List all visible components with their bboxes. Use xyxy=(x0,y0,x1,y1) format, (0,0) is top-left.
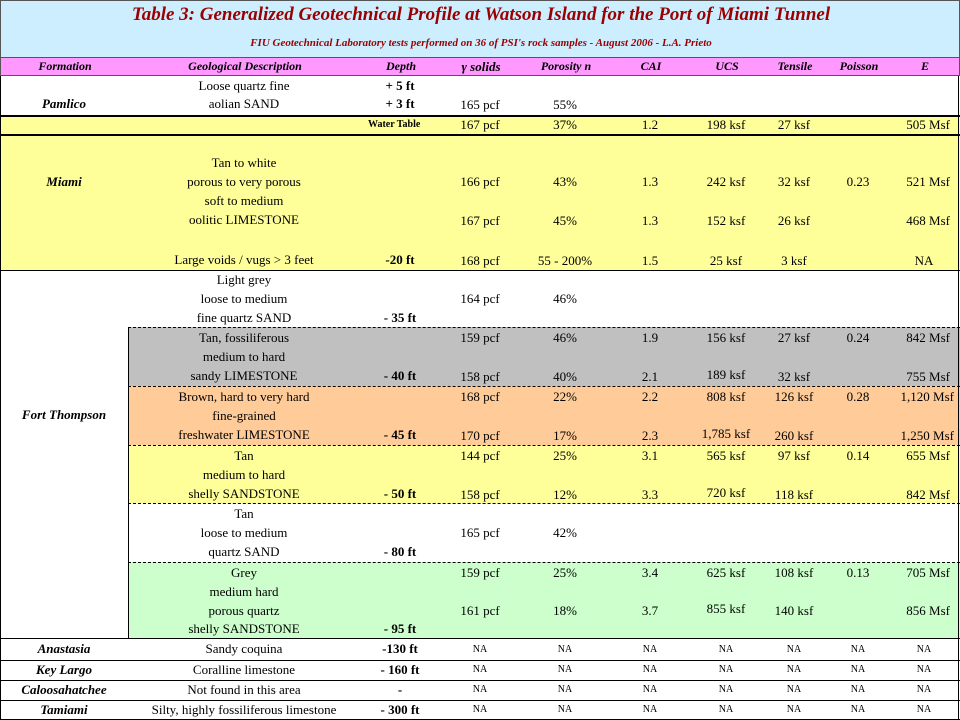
depth-cell: - 50 ft xyxy=(383,486,417,501)
gamma-cell: 159 pcf xyxy=(460,565,500,580)
desc-line: loose to medium xyxy=(200,291,288,306)
gamma-cell: 164 pcf xyxy=(460,291,500,306)
gamma-cell: 158 pcf xyxy=(460,487,500,502)
porosity-cell: 17% xyxy=(553,428,577,443)
col-depth: Depth xyxy=(386,59,416,73)
e-cell: 755 Msf xyxy=(906,369,950,384)
cai-cell: 3.4 xyxy=(641,565,659,580)
cai-cell: 1.3 xyxy=(641,174,659,189)
gamma-cell: 158 pcf xyxy=(460,369,500,384)
desc-line: Coralline limestone xyxy=(192,662,296,677)
na-cell: NA xyxy=(557,664,573,675)
depth-cell: - 45 ft xyxy=(383,427,417,442)
table-title: Table 3: Generalized Geotechnical Profile at Watson Island for the Port of Miami Tunnel xyxy=(131,4,831,25)
tensile-cell: 140 ksf xyxy=(774,603,814,618)
na-cell: NA xyxy=(557,644,573,655)
tensile-cell: 260 ksf xyxy=(774,428,814,443)
gamma-cell: 159 pcf xyxy=(460,330,500,345)
tensile-cell: 27 ksf xyxy=(777,330,811,345)
desc-line: medium to hard xyxy=(202,349,286,364)
na-cell: NA xyxy=(916,644,932,655)
col-poisson: Poisson xyxy=(839,59,879,73)
porosity-cell: 22% xyxy=(553,389,577,404)
na-cell: NA xyxy=(557,684,573,695)
desc-line: Tan xyxy=(234,448,254,463)
na-cell: NA xyxy=(642,704,658,715)
na-cell: NA xyxy=(786,664,802,675)
na-cell: NA xyxy=(786,704,802,715)
gamma-cell: 168 pcf xyxy=(460,389,500,404)
formation-miami: Miami xyxy=(46,174,82,189)
tensile-cell: 108 ksf xyxy=(774,565,814,580)
tensile-cell: 27 ksf xyxy=(777,117,811,132)
formation-fort-thompson: Fort Thompson xyxy=(21,407,107,422)
depth-cell: -20 ft xyxy=(385,252,415,267)
gamma-cell: 165 pcf xyxy=(460,97,500,112)
desc-line: freshwater LIMESTONE xyxy=(178,427,310,442)
col-geological-description: Geological Description xyxy=(188,59,302,73)
formation-key-largo: Key Largo xyxy=(36,662,92,677)
gamma-cell: 167 pcf xyxy=(460,213,500,228)
cai-cell: 3.7 xyxy=(641,603,659,618)
tensile-cell: 26 ksf xyxy=(777,213,811,228)
desc-line: shelly SANDSTONE xyxy=(188,621,300,636)
desc-line: Tan, fossiliferous xyxy=(198,330,290,345)
col-porosity: Porosity n xyxy=(540,59,592,73)
e-cell: 842 Msf xyxy=(906,487,950,502)
na-cell: NA xyxy=(472,684,488,695)
depth-cell: - 95 ft xyxy=(383,621,417,636)
cai-cell: 3.1 xyxy=(641,448,659,463)
e-cell: 705 Msf xyxy=(906,565,950,580)
e-cell: 842 Msf xyxy=(906,330,950,345)
na-cell: NA xyxy=(786,644,802,655)
tensile-cell: 126 ksf xyxy=(774,389,814,404)
gamma-cell: 167 pcf xyxy=(460,117,500,132)
na-cell: NA xyxy=(718,684,734,695)
desc-line: sandy LIMESTONE xyxy=(190,368,298,383)
na-cell: NA xyxy=(850,704,866,715)
tensile-cell: 32 ksf xyxy=(777,369,811,384)
depth-cell: - 35 ft xyxy=(383,310,417,325)
desc-line: Sandy coquina xyxy=(205,641,283,656)
e-cell: 655 Msf xyxy=(906,448,950,463)
desc-line: Brown, hard to very hard xyxy=(178,389,310,404)
tensile-cell: 97 ksf xyxy=(777,448,811,463)
desc-line: aolian SAND xyxy=(208,96,280,111)
na-cell: NA xyxy=(472,664,488,675)
desc-line: porous to very porous xyxy=(187,174,301,189)
depth-cell: -130 ft xyxy=(382,641,418,656)
porosity-cell: 40% xyxy=(553,369,577,384)
depth-cell: - xyxy=(397,682,403,697)
desc-line: shelly SANDSTONE xyxy=(188,486,300,501)
gamma-cell: 144 pcf xyxy=(460,448,500,463)
ucs-cell: 808 ksf xyxy=(706,389,746,404)
porosity-cell: 12% xyxy=(553,487,577,502)
porosity-cell: 46% xyxy=(553,291,577,306)
poisson-cell: 0.24 xyxy=(846,330,870,345)
cai-cell: 1.2 xyxy=(641,117,659,132)
ucs-cell: 1,785 ksf xyxy=(701,426,751,441)
desc-line: medium hard xyxy=(209,584,279,599)
na-cell: NA xyxy=(916,664,932,675)
na-cell: NA xyxy=(642,644,658,655)
na-cell: NA xyxy=(557,704,573,715)
porosity-cell: 37% xyxy=(553,117,577,132)
porosity-cell: 42% xyxy=(553,525,577,540)
depth-cell: - 160 ft xyxy=(380,662,420,677)
cai-cell: 1.5 xyxy=(641,253,659,268)
tensile-cell: 118 ksf xyxy=(774,487,814,502)
desc-line: Loose quartz fine xyxy=(198,78,290,93)
na-cell: NA xyxy=(472,704,488,715)
na-cell: NA xyxy=(642,664,658,675)
desc-line: Not found in this area xyxy=(187,682,301,697)
poisson-cell: 0.14 xyxy=(846,448,870,463)
poisson-cell: 0.13 xyxy=(846,565,870,580)
e-cell: 1,250 Msf xyxy=(900,428,954,443)
depth-cell: + 5 ft xyxy=(385,78,415,93)
formation-tamiami: Tamiami xyxy=(40,702,88,717)
formation-pamlico: Pamlico xyxy=(41,96,87,111)
na-cell: NA xyxy=(850,684,866,695)
tensile-cell: 32 ksf xyxy=(777,174,811,189)
gamma-cell: 170 pcf xyxy=(460,428,500,443)
e-cell: 505 Msf xyxy=(906,117,950,132)
ucs-cell: 720 ksf xyxy=(706,485,746,500)
desc-line: Light grey xyxy=(216,272,272,287)
porosity-cell: 43% xyxy=(553,174,577,189)
column-header-row xyxy=(0,58,960,76)
desc-line: soft to medium xyxy=(204,193,284,208)
porosity-cell: 55 - 200% xyxy=(537,253,593,268)
e-cell: 468 Msf xyxy=(906,213,950,228)
ucs-cell: 156 ksf xyxy=(706,330,746,345)
na-cell: NA xyxy=(472,644,488,655)
desc-line: Large voids / vugs > 3 feet xyxy=(174,252,314,267)
cai-cell: 2.1 xyxy=(641,369,659,384)
cai-cell: 2.3 xyxy=(641,428,659,443)
ucs-cell: 625 ksf xyxy=(706,565,746,580)
na-cell: NA xyxy=(850,644,866,655)
porosity-cell: 25% xyxy=(553,448,577,463)
na-cell: NA xyxy=(718,704,734,715)
col-cai: CAI xyxy=(640,59,662,73)
gamma-cell: 161 pcf xyxy=(460,603,500,618)
ucs-cell: 565 ksf xyxy=(706,448,746,463)
depth-cell: - 300 ft xyxy=(380,702,420,717)
cai-cell: 1.9 xyxy=(641,330,659,345)
col-tensile: Tensile xyxy=(777,59,813,73)
ucs-cell: 25 ksf xyxy=(709,253,743,268)
desc-line: Tan xyxy=(234,506,254,521)
na-cell: NA xyxy=(718,644,734,655)
ucs-cell: 242 ksf xyxy=(706,174,746,189)
na-cell: NA xyxy=(786,684,802,695)
desc-line: porous quartz xyxy=(208,603,280,618)
desc-line: loose to medium xyxy=(200,525,288,540)
na-cell: NA xyxy=(850,664,866,675)
ucs-cell: 152 ksf xyxy=(706,213,746,228)
desc-line: oolitic LIMESTONE xyxy=(189,212,299,227)
e-cell: 521 Msf xyxy=(906,174,950,189)
tensile-cell: 3 ksf xyxy=(781,253,807,268)
depth-cell: - 40 ft xyxy=(383,368,417,383)
gamma-cell: 168 pcf xyxy=(460,253,500,268)
desc-line: fine-grained xyxy=(212,408,276,423)
desc-line: medium to hard xyxy=(202,467,286,482)
col-e: E xyxy=(920,59,929,73)
ucs-cell: 198 ksf xyxy=(706,117,746,132)
desc-line: fine quartz SAND xyxy=(196,310,292,325)
col-ucs: UCS xyxy=(715,59,739,73)
porosity-cell: 46% xyxy=(553,330,577,345)
e-cell: 856 Msf xyxy=(906,603,950,618)
poisson-cell: 0.23 xyxy=(846,174,870,189)
na-cell: NA xyxy=(916,704,932,715)
desc-line: quartz SAND xyxy=(208,544,280,559)
desc-line: Silty, highly fossiliferous limestone xyxy=(151,702,337,717)
table-subtitle: FIU Geotechnical Laboratory tests performed on 36 of PSI's rock samples - August 2006 - L.A. Prieto xyxy=(250,37,712,49)
ucs-cell: 855 ksf xyxy=(706,601,746,616)
cai-cell: 2.2 xyxy=(641,389,659,404)
depth-cell: - 80 ft xyxy=(383,544,417,559)
e-cell: 1,120 Msf xyxy=(900,389,954,404)
ucs-cell: 189 ksf xyxy=(706,367,746,382)
cai-cell: 3.3 xyxy=(641,487,659,502)
na-cell: NA xyxy=(718,664,734,675)
col-gamma-solids: γ solids xyxy=(461,59,501,74)
na-cell: NA xyxy=(642,684,658,695)
cai-cell: 1.3 xyxy=(641,213,659,228)
poisson-cell: 0.28 xyxy=(846,389,870,404)
porosity-cell: 25% xyxy=(553,565,577,580)
porosity-cell: 18% xyxy=(553,603,577,618)
porosity-cell: 55% xyxy=(553,97,577,112)
gamma-cell: 166 pcf xyxy=(460,174,500,189)
desc-line: Tan to white xyxy=(211,155,277,170)
col-formation: Formation xyxy=(38,59,92,73)
table-title-banner xyxy=(0,0,960,58)
formation-caloosahatchee: Caloosahatchee xyxy=(21,682,107,697)
na-cell: NA xyxy=(916,684,932,695)
formation-anastasia: Anastasia xyxy=(37,641,91,656)
porosity-cell: 45% xyxy=(553,213,577,228)
e-cell: NA xyxy=(914,253,934,268)
desc-line: Grey xyxy=(231,565,257,580)
gamma-cell: 165 pcf xyxy=(460,525,500,540)
depth-cell: + 3 ft xyxy=(385,96,415,111)
water-table-label: Water Table xyxy=(368,119,421,130)
